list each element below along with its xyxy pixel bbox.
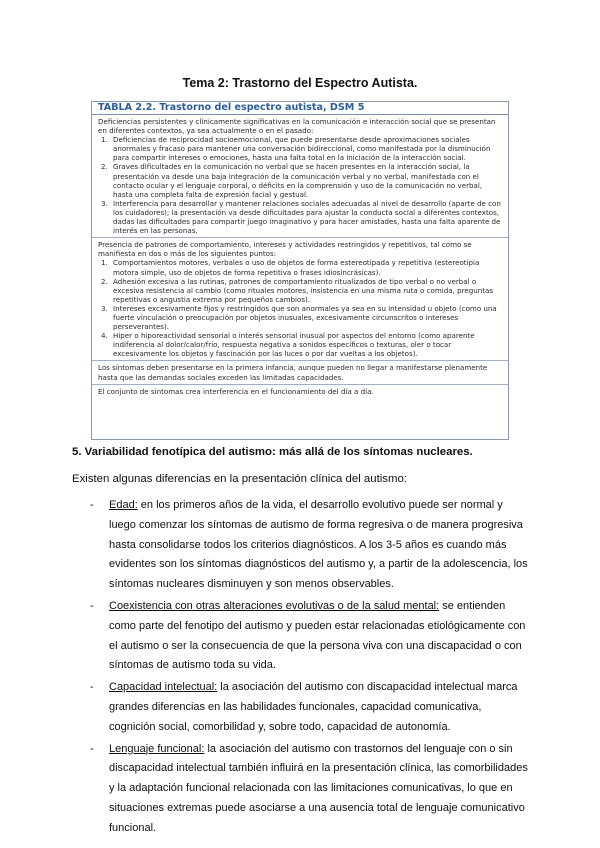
list-item-text: la asociación del autismo con trastornos del lenguaje con o sin discapacidad intelectual también influirá en la presentación clínica, las comorbilidades y la adaptación funcional relacionada con las limitaciones comunicativas, lo que en situaciones extremas puede asociarse a una ausencia total de lenguaje comunicativo funcional.	[109, 742, 528, 834]
table-criterion: 1. Deficiencias de reciprocidad socioemocional, que puede presentarse desde aproximaciones sociales anormales y fracaso para mantener una conversación bidireccional, como manifestada por la disminución para compartir intereses o emociones, hasta una falta total en la iniciación de la interacción social.	[110, 135, 502, 162]
table-criteria-list	[98, 135, 502, 235]
list-dash: -	[90, 499, 94, 511]
dsm5-table	[91, 101, 509, 440]
table-criteria-list	[98, 258, 502, 358]
table-section-onset	[92, 361, 508, 384]
table-section-interference	[92, 385, 508, 398]
table-section-text: Los síntomas deben presentarse en la primera infancia, aunque pueden no llegar a manifestarse plenamente hasta que las demandas sociales exceden las limitadas capacidades.	[98, 363, 488, 382]
page-title: Tema 2: Trastorno del Espectro Autista.	[182, 76, 418, 90]
list-item-term: Edad:	[109, 499, 138, 511]
list-item-coexistencia	[90, 597, 530, 676]
list-item-term: Capacidad intelectual:	[109, 681, 218, 694]
table-criterion: 4. Hiper o hiporeactividad sensorial o interés sensorial inusual por aspectos del entorno (como aparente indiferencia al dolor/calor/frío, respuesta negativa a sonidos específicos o texturas, oler o tocar excesivamente los objetos y fascinación por las luces o por dar vueltas a los objetos).	[110, 331, 502, 358]
list-item-capacidad	[90, 678, 530, 737]
list-item-text: en los primeros años de la vida, el desarrollo evolutivo puede ser normal y luego comenzar los síntomas de autismo de forma regresiva o de manera progresiva hasta consolidarse todos los criterios diagnósticos. A los 3-5 años es cuando más evidentes son los síntomas diagnósticos del autismo y, a partir de la adolescencia, los síntomas nucleares disminuyen y son menos observables.	[109, 499, 528, 591]
table-section-restricted-behaviors	[92, 238, 508, 361]
table-heading: TABLA 2.2. Trastorno del espectro autista, DSM 5	[92, 102, 508, 115]
table-section-social-communication	[92, 115, 508, 238]
list-item-edad	[90, 496, 530, 595]
table-criterion: 1. Comportamientos motores, verbales o uso de objetos de forma estereotipada y repetitiva (estereotipia motora simple, uso de objetos de forma repetitiva o frases idiosincrásicas).	[110, 258, 502, 276]
list-item-term: Coexistencia con otras alteraciones evolutivas o de la salud mental:	[109, 599, 440, 612]
list-dash: -	[90, 599, 94, 612]
list-item-lenguaje	[90, 740, 530, 839]
table-criterion: 3. Intereses excesivamente fijos y restringidos que son anormales ya sea en su intensidad u objeto (como una fuerte vinculación o preocupación por objetos inusuales, excesivamente circunscritos o intereses perseverantes).	[110, 304, 502, 331]
table-section-intro: Presencia de patrones de comportamiento, intereses y actividades restringidos y repetitivos, tal como se manifiesta en dos o más de los siguientes puntos:	[98, 240, 472, 259]
list-dash: -	[90, 681, 94, 694]
table-section-intro: Deficiencias persistentes y clínicamente significativas en la comunicación e interacción social que se presentan en diferentes contextos, ya sea actualmente o en el pasado:	[98, 117, 496, 136]
table-section-text: El conjunto de síntomas crea interferencia en el funcionamiento del día a día.	[98, 386, 374, 396]
table-criterion: 2. Adhesión excesiva a las rutinas, patrones de comportamiento ritualizados de tipo verbal o no verbal o excesiva resistencia al cambio (como rituales motores, insistencia en una misma ruta o comida, preguntas repetitivas o angustia extrema por pequeños cambios).	[110, 277, 502, 304]
differences-list	[90, 496, 530, 841]
table-criterion: 3. Interferencia para desarrollar y mantener relaciones sociales adecuadas al nivel de desarrollo (aparte de con los cuidadores); la presentación va desde dificultades para ajustar la conducta social a diferentes contextos, dadas las dificultades para compartir juego imaginativo y para hacer amistades, hasta una falta aparente de interés en las personas.	[110, 199, 502, 235]
list-dash: -	[90, 742, 94, 755]
section-heading: 5. Variabilidad fenotípica del autismo: más allá de los síntomas nucleares.	[72, 446, 473, 458]
list-item-term: Lenguaje funcional:	[109, 742, 205, 755]
section-intro: Existen algunas diferencias en la presentación clínica del autismo:	[72, 473, 407, 485]
list-item-text: se entienden como parte del fenotipo del autismo y pueden estar relacionadas etiológicamente con el autismo o ser la consecuencia de que la persona viva con una discapacidad o con síntomas de autismo toda su vida.	[109, 599, 526, 672]
list-item-text: la asociación del autismo con discapacidad intelectual marca grandes diferencias en las habilidades funcionales, capacidad comunicativa, cognición social, comorbilidad y, sobre todo, capacidad de autonomía.	[109, 681, 518, 733]
table-criterion: 2. Graves dificultades en la comunicación no verbal que se hacen presentes en la interacción social, la presentación va desde una baja integración de la comunicación verbal y no verbal, manifestada con el contacto ocular y el lenguaje corporal, o déficits en la comprensión y uso de la comunicación no verbal, hasta una completa falta de expresión facial y gestual.	[110, 162, 502, 198]
